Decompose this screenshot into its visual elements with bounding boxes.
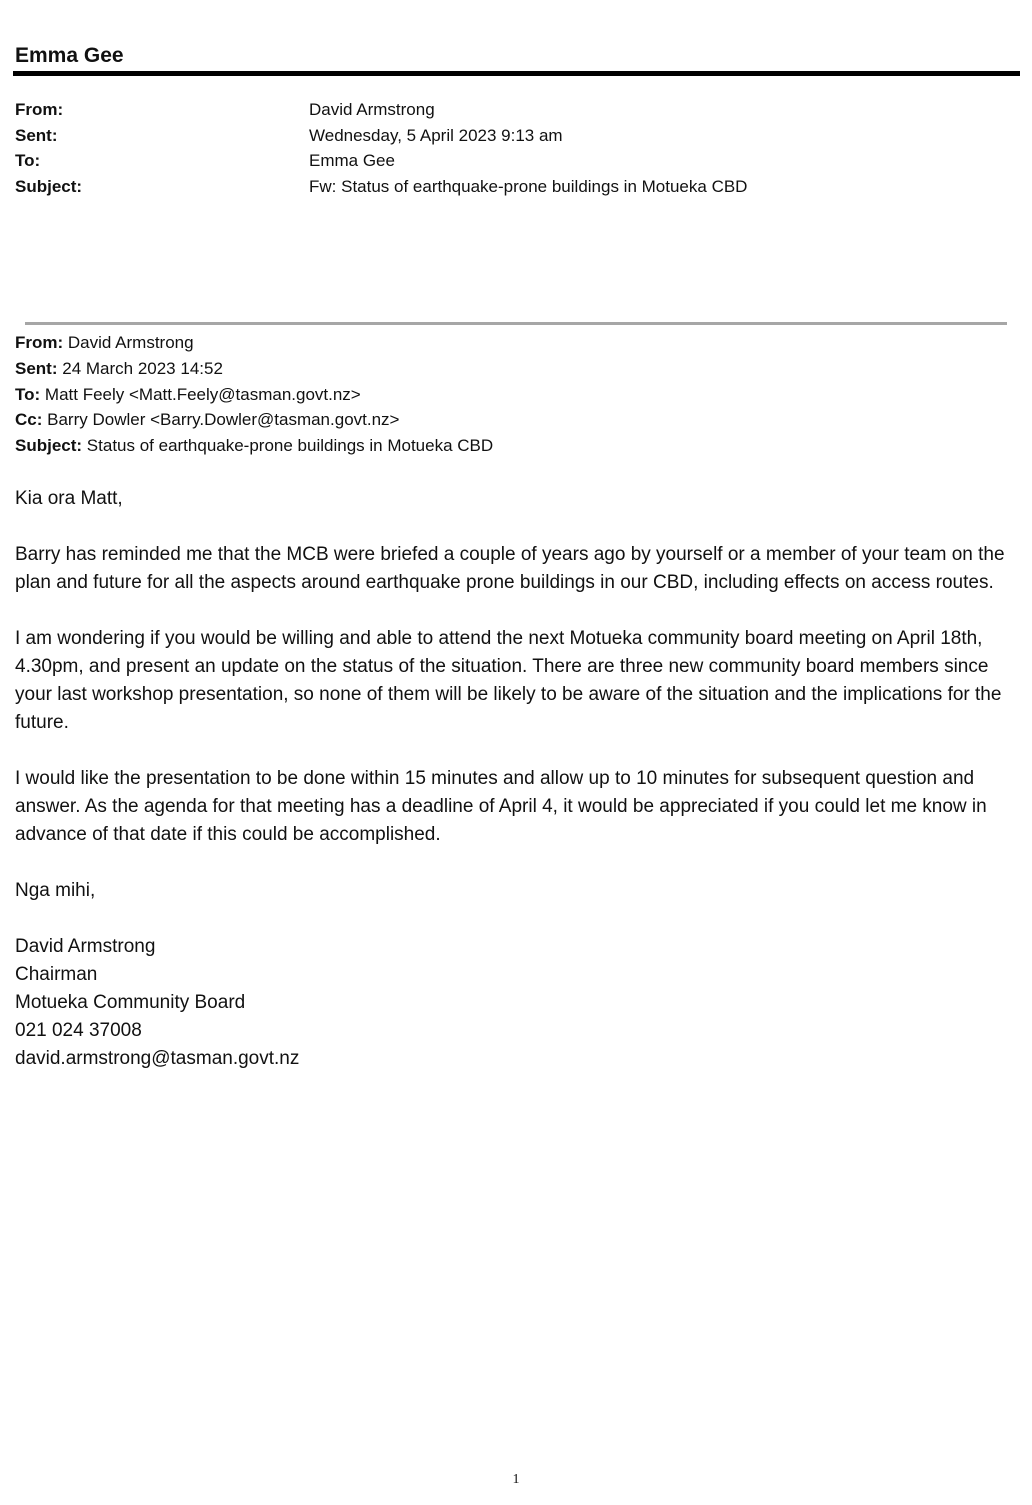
email-header [15,97,1015,199]
header-from-row [15,97,1015,123]
forwarded-from-value: David Armstrong [67,333,194,352]
signature-email: david.armstrong@tasman.govt.nz [15,1048,300,1069]
header-subject-row [15,174,1015,200]
forwarded-header [15,330,1015,459]
signature-phone: 021 024 37008 [15,1020,142,1041]
forwarded-cc-label: Cc: [15,410,43,430]
forwarded-to-label: To: [15,384,41,404]
forwarded-subject-line [15,433,1015,459]
forwarded-from-label: From: [15,333,64,352]
mailbox-owner-name: Emma Gee [15,44,124,67]
forwarded-sent-line [15,356,1015,382]
page-number: 1 [512,1472,520,1487]
message-greeting: Kia ora Matt, [15,488,123,509]
signature-title: Chairman [15,964,98,985]
header-to-label: To: [15,151,41,170]
header-sent-value: Wednesday, 5 April 2023 9:13 am [309,125,563,145]
forwarded-sent-value: 24 March 2023 14:52 [62,358,223,378]
header-sent-row [15,123,1015,149]
header-from-value: David Armstrong [309,100,435,119]
message-paragraph: I am wondering if you would be willing and able to attend the next Motueka community board meeting on April 18th, 4.30pm, and present an update on the status of the situation. There are three new community board members since your last workshop presentation, so none of them will be likely to be aware of the situation and the implications for the future. [15,628,1002,733]
message-paragraph: Barry has reminded me that the MCB were briefed a couple of years ago by yourself or a member of your team on the plan and future for all the aspects around earthquake prone buildings in our CBD, including effects on access routes. [15,544,1005,593]
message-body [15,485,1020,1073]
header-sent-label: Sent: [15,125,58,145]
message-paragraph: I would like the presentation to be done within 15 minutes and allow up to 10 minutes for subsequent question and answer. As the agenda for that meeting has a deadline of April 4, it would be appreciated if you could let me know in advance of that date if this could be accomplished. [15,768,987,845]
header-from-label: From: [15,100,64,119]
forwarded-subject-label: Subject: [15,436,83,456]
forwarded-from-line [15,330,1015,356]
signature-name: David Armstrong [15,936,156,957]
forwarded-divider [25,322,1007,325]
forwarded-sent-label: Sent: [15,358,58,378]
title-divider [13,71,1020,76]
header-subject-value: Fw: Status of earthquake-prone buildings in Motueka CBD [309,176,748,196]
forwarded-subject-value: Status of earthquake-prone buildings in Motueka CBD [86,436,494,456]
message-closing: Nga mihi, [15,880,96,901]
forwarded-cc-value: Barry Dowler <Barry.Dowler@tasman.govt.nz> [47,410,400,430]
forwarded-cc-line [15,407,1015,433]
forwarded-to-value: Matt Feely <Matt.Feely@tasman.govt.nz> [44,384,361,404]
forwarded-to-line [15,382,1015,408]
signature-organization: Motueka Community Board [15,992,246,1013]
header-subject-label: Subject: [15,176,83,196]
header-to-row [15,148,1015,174]
header-to-value: Emma Gee [309,151,395,170]
signature-block [15,933,1020,1073]
